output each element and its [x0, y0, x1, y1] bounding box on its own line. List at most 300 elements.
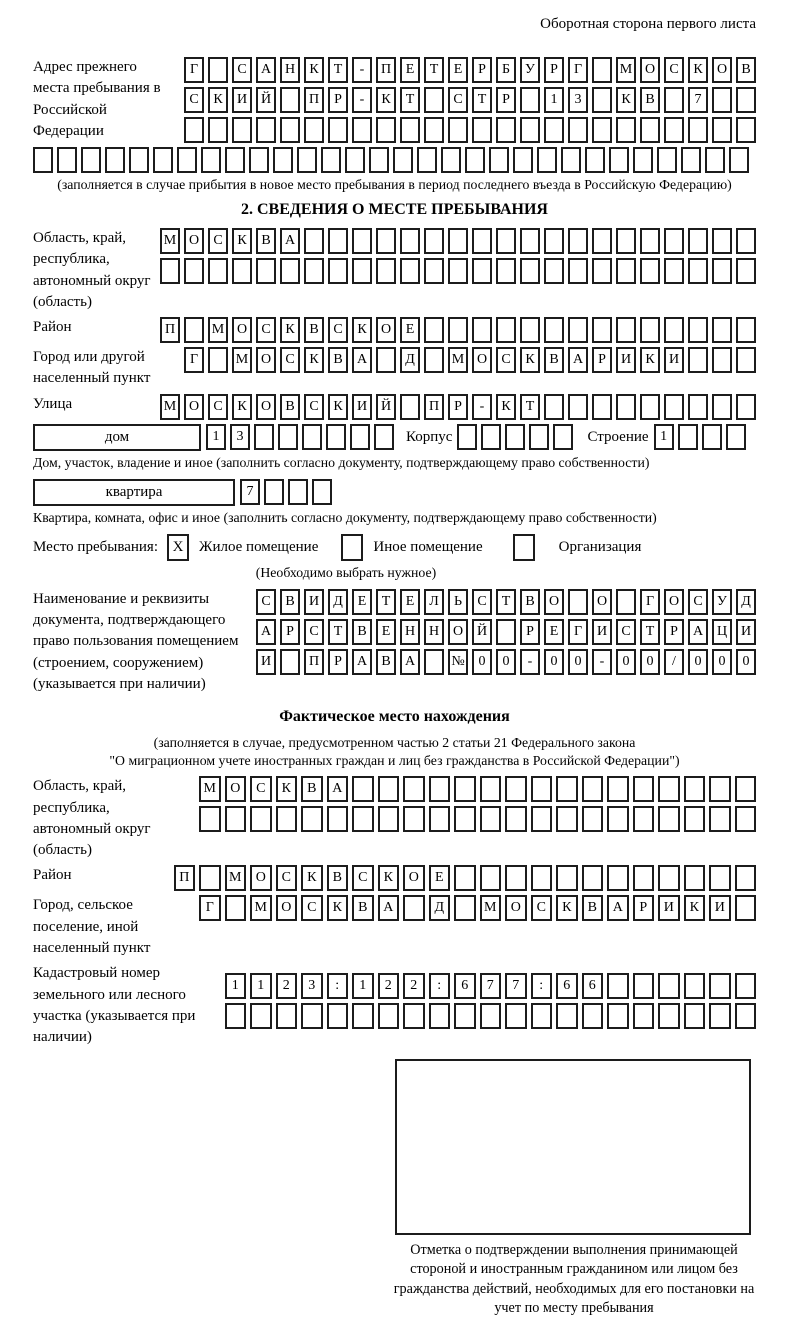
char-cell[interactable]: [505, 424, 525, 450]
char-cell[interactable]: Т: [520, 394, 540, 420]
char-cell[interactable]: А: [688, 619, 708, 645]
char-cell[interactable]: К: [376, 87, 396, 113]
char-cell[interactable]: А: [352, 347, 372, 373]
char-cell[interactable]: [199, 865, 221, 891]
char-cell[interactable]: Ц: [712, 619, 732, 645]
char-cell[interactable]: [480, 776, 502, 802]
char-cell[interactable]: [585, 147, 605, 173]
char-cell[interactable]: Е: [429, 865, 451, 891]
char-cell[interactable]: 3: [230, 424, 250, 450]
char-cell[interactable]: 0: [568, 649, 588, 675]
char-cell[interactable]: [712, 258, 732, 284]
char-cell[interactable]: В: [376, 649, 396, 675]
char-cell[interactable]: 1: [544, 87, 564, 113]
char-cell[interactable]: [496, 117, 516, 143]
char-cell[interactable]: [609, 147, 629, 173]
char-cell[interactable]: [735, 895, 757, 921]
char-cell[interactable]: [232, 258, 252, 284]
char-cell[interactable]: [684, 1003, 706, 1029]
char-cell[interactable]: И: [664, 347, 684, 373]
char-cell[interactable]: [424, 649, 444, 675]
char-cell[interactable]: Е: [400, 589, 420, 615]
char-cell[interactable]: [616, 228, 636, 254]
char-cell[interactable]: 7: [688, 87, 708, 113]
char-cell[interactable]: [393, 147, 413, 173]
char-cell[interactable]: [556, 806, 578, 832]
char-cell[interactable]: [480, 865, 502, 891]
char-cell[interactable]: [568, 394, 588, 420]
char-cell[interactable]: [208, 347, 228, 373]
char-cell[interactable]: [376, 117, 396, 143]
char-cell[interactable]: Р: [280, 619, 300, 645]
cadastral-cells-1[interactable]: [225, 973, 757, 999]
char-cell[interactable]: И: [256, 649, 276, 675]
korpus-cells[interactable]: [457, 424, 573, 450]
char-cell[interactable]: [302, 424, 322, 450]
char-cell[interactable]: [378, 776, 400, 802]
char-cell[interactable]: Т: [496, 589, 516, 615]
char-cell[interactable]: [531, 865, 553, 891]
char-cell[interactable]: Е: [448, 57, 468, 83]
char-cell[interactable]: [328, 258, 348, 284]
char-cell[interactable]: [352, 1003, 374, 1029]
char-cell[interactable]: [105, 147, 125, 173]
char-cell[interactable]: [225, 147, 245, 173]
char-cell[interactable]: [688, 394, 708, 420]
char-cell[interactable]: С: [664, 57, 684, 83]
char-cell[interactable]: Б: [496, 57, 516, 83]
char-cell[interactable]: С: [616, 619, 636, 645]
char-cell[interactable]: [225, 1003, 247, 1029]
cadastral-cells-2[interactable]: [225, 1003, 757, 1029]
char-cell[interactable]: 7: [505, 973, 527, 999]
char-cell[interactable]: [81, 147, 101, 173]
char-cell[interactable]: [465, 147, 485, 173]
char-cell[interactable]: [633, 776, 655, 802]
char-cell[interactable]: Р: [328, 87, 348, 113]
char-cell[interactable]: [709, 806, 731, 832]
char-cell[interactable]: -: [352, 57, 372, 83]
char-cell[interactable]: [568, 228, 588, 254]
char-cell[interactable]: К: [496, 394, 516, 420]
char-cell[interactable]: [129, 147, 149, 173]
char-cell[interactable]: Р: [544, 57, 564, 83]
char-cell[interactable]: [232, 117, 252, 143]
char-cell[interactable]: [582, 806, 604, 832]
char-cell[interactable]: Л: [424, 589, 444, 615]
char-cell[interactable]: И: [616, 347, 636, 373]
char-cell[interactable]: :: [531, 973, 553, 999]
char-cell[interactable]: В: [520, 589, 540, 615]
residential-checkbox[interactable]: [167, 534, 189, 561]
char-cell[interactable]: [544, 258, 564, 284]
char-cell[interactable]: [378, 806, 400, 832]
char-cell[interactable]: [304, 258, 324, 284]
char-cell[interactable]: А: [327, 776, 349, 802]
char-cell[interactable]: В: [352, 895, 374, 921]
char-cell[interactable]: [684, 865, 706, 891]
char-cell[interactable]: [736, 87, 756, 113]
stay-street-cells[interactable]: [160, 394, 756, 420]
char-cell[interactable]: 1: [225, 973, 247, 999]
char-cell[interactable]: [496, 317, 516, 343]
char-cell[interactable]: М: [232, 347, 252, 373]
char-cell[interactable]: [664, 317, 684, 343]
char-cell[interactable]: [454, 865, 476, 891]
char-cell[interactable]: [352, 258, 372, 284]
char-cell[interactable]: 7: [240, 479, 260, 505]
char-cell[interactable]: [684, 973, 706, 999]
char-cell[interactable]: [327, 1003, 349, 1029]
char-cell[interactable]: П: [376, 57, 396, 83]
char-cell[interactable]: [304, 117, 324, 143]
stay-region-cells-1[interactable]: [160, 228, 756, 254]
char-cell[interactable]: [199, 806, 221, 832]
char-cell[interactable]: С: [276, 865, 298, 891]
char-cell[interactable]: [735, 973, 757, 999]
char-cell[interactable]: [273, 147, 293, 173]
char-cell[interactable]: [709, 776, 731, 802]
char-cell[interactable]: [480, 806, 502, 832]
char-cell[interactable]: 0: [640, 649, 660, 675]
stroenie-cells[interactable]: [654, 424, 746, 450]
char-cell[interactable]: 2: [378, 973, 400, 999]
char-cell[interactable]: [664, 228, 684, 254]
char-cell[interactable]: [496, 619, 516, 645]
prev-address-cells-1[interactable]: [184, 57, 756, 83]
char-cell[interactable]: О: [225, 776, 247, 802]
char-cell[interactable]: 0: [712, 649, 732, 675]
char-cell[interactable]: К: [520, 347, 540, 373]
char-cell[interactable]: [709, 865, 731, 891]
char-cell[interactable]: №: [448, 649, 468, 675]
char-cell[interactable]: 0: [616, 649, 636, 675]
actual-city-cells[interactable]: [199, 895, 756, 921]
ownership-doc-cells-1[interactable]: [256, 589, 756, 615]
char-cell[interactable]: С: [250, 776, 272, 802]
char-cell[interactable]: [254, 424, 274, 450]
char-cell[interactable]: Т: [400, 87, 420, 113]
char-cell[interactable]: [633, 973, 655, 999]
char-cell[interactable]: [616, 117, 636, 143]
char-cell[interactable]: [352, 806, 374, 832]
char-cell[interactable]: С: [328, 317, 348, 343]
char-cell[interactable]: Г: [568, 57, 588, 83]
char-cell[interactable]: [633, 865, 655, 891]
char-cell[interactable]: [472, 258, 492, 284]
char-cell[interactable]: О: [448, 619, 468, 645]
char-cell[interactable]: -: [472, 394, 492, 420]
char-cell[interactable]: [616, 317, 636, 343]
char-cell[interactable]: М: [448, 347, 468, 373]
char-cell[interactable]: [153, 147, 173, 173]
char-cell[interactable]: О: [232, 317, 252, 343]
char-cell[interactable]: Г: [184, 347, 204, 373]
char-cell[interactable]: 0: [544, 649, 564, 675]
char-cell[interactable]: Н: [400, 619, 420, 645]
char-cell[interactable]: [481, 424, 501, 450]
char-cell[interactable]: 1: [206, 424, 226, 450]
char-cell[interactable]: [633, 1003, 655, 1029]
char-cell[interactable]: [472, 228, 492, 254]
char-cell[interactable]: Г: [640, 589, 660, 615]
char-cell[interactable]: [505, 865, 527, 891]
char-cell[interactable]: :: [327, 973, 349, 999]
char-cell[interactable]: В: [544, 347, 564, 373]
char-cell[interactable]: О: [184, 228, 204, 254]
char-cell[interactable]: [328, 117, 348, 143]
char-cell[interactable]: С: [301, 895, 323, 921]
char-cell[interactable]: [664, 117, 684, 143]
char-cell[interactable]: Е: [376, 619, 396, 645]
char-cell[interactable]: О: [256, 347, 276, 373]
char-cell[interactable]: В: [582, 895, 604, 921]
char-cell[interactable]: [250, 1003, 272, 1029]
char-cell[interactable]: 2: [276, 973, 298, 999]
char-cell[interactable]: В: [280, 394, 300, 420]
char-cell[interactable]: [454, 806, 476, 832]
char-cell[interactable]: [520, 258, 540, 284]
char-cell[interactable]: [225, 895, 247, 921]
char-cell[interactable]: Т: [376, 589, 396, 615]
char-cell[interactable]: [280, 649, 300, 675]
char-cell[interactable]: [297, 147, 317, 173]
char-cell[interactable]: [568, 117, 588, 143]
char-cell[interactable]: [312, 479, 332, 505]
char-cell[interactable]: О: [664, 589, 684, 615]
char-cell[interactable]: [489, 147, 509, 173]
char-cell[interactable]: П: [304, 87, 324, 113]
char-cell[interactable]: И: [304, 589, 324, 615]
char-cell[interactable]: С: [352, 865, 374, 891]
char-cell[interactable]: [658, 1003, 680, 1029]
char-cell[interactable]: Р: [592, 347, 612, 373]
char-cell[interactable]: К: [352, 317, 372, 343]
char-cell[interactable]: В: [640, 87, 660, 113]
char-cell[interactable]: [544, 228, 564, 254]
char-cell[interactable]: [301, 1003, 323, 1029]
char-cell[interactable]: [616, 394, 636, 420]
char-cell[interactable]: 0: [688, 649, 708, 675]
organization-checkbox[interactable]: [513, 534, 535, 561]
char-cell[interactable]: Р: [328, 649, 348, 675]
char-cell[interactable]: [403, 895, 425, 921]
char-cell[interactable]: 0: [736, 649, 756, 675]
char-cell[interactable]: [616, 258, 636, 284]
char-cell[interactable]: [424, 347, 444, 373]
char-cell[interactable]: [664, 258, 684, 284]
char-cell[interactable]: [301, 806, 323, 832]
char-cell[interactable]: Д: [429, 895, 451, 921]
stay-district-cells[interactable]: [160, 317, 756, 343]
char-cell[interactable]: [448, 117, 468, 143]
char-cell[interactable]: В: [352, 619, 372, 645]
char-cell[interactable]: [505, 776, 527, 802]
char-cell[interactable]: В: [301, 776, 323, 802]
char-cell[interactable]: [429, 806, 451, 832]
char-cell[interactable]: Д: [400, 347, 420, 373]
char-cell[interactable]: [592, 117, 612, 143]
char-cell[interactable]: [369, 147, 389, 173]
char-cell[interactable]: [592, 57, 612, 83]
char-cell[interactable]: [321, 147, 341, 173]
char-cell[interactable]: [201, 147, 221, 173]
char-cell[interactable]: Р: [664, 619, 684, 645]
char-cell[interactable]: К: [280, 317, 300, 343]
char-cell[interactable]: -: [592, 649, 612, 675]
char-cell[interactable]: [684, 806, 706, 832]
char-cell[interactable]: [658, 776, 680, 802]
char-cell[interactable]: А: [607, 895, 629, 921]
char-cell[interactable]: [712, 87, 732, 113]
char-cell[interactable]: О: [256, 394, 276, 420]
char-cell[interactable]: К: [556, 895, 578, 921]
char-cell[interactable]: [688, 117, 708, 143]
char-cell[interactable]: Н: [280, 57, 300, 83]
char-cell[interactable]: [681, 147, 701, 173]
char-cell[interactable]: [544, 117, 564, 143]
char-cell[interactable]: [537, 147, 557, 173]
char-cell[interactable]: [735, 806, 757, 832]
char-cell[interactable]: [208, 258, 228, 284]
char-cell[interactable]: Ь: [448, 589, 468, 615]
char-cell[interactable]: [424, 117, 444, 143]
char-cell[interactable]: [400, 394, 420, 420]
char-cell[interactable]: М: [616, 57, 636, 83]
char-cell[interactable]: [184, 317, 204, 343]
char-cell[interactable]: [352, 776, 374, 802]
char-cell[interactable]: Е: [544, 619, 564, 645]
char-cell[interactable]: О: [472, 347, 492, 373]
char-cell[interactable]: [664, 87, 684, 113]
char-cell[interactable]: [424, 317, 444, 343]
char-cell[interactable]: [688, 228, 708, 254]
char-cell[interactable]: [374, 424, 394, 450]
char-cell[interactable]: К: [301, 865, 323, 891]
char-cell[interactable]: Д: [736, 589, 756, 615]
char-cell[interactable]: [429, 776, 451, 802]
char-cell[interactable]: [592, 228, 612, 254]
char-cell[interactable]: [403, 806, 425, 832]
char-cell[interactable]: И: [592, 619, 612, 645]
char-cell[interactable]: В: [327, 865, 349, 891]
char-cell[interactable]: [712, 394, 732, 420]
char-cell[interactable]: 1: [352, 973, 374, 999]
char-cell[interactable]: [658, 973, 680, 999]
char-cell[interactable]: [712, 317, 732, 343]
char-cell[interactable]: [378, 1003, 400, 1029]
stay-region-cells-2[interactable]: [160, 258, 756, 284]
char-cell[interactable]: [276, 1003, 298, 1029]
char-cell[interactable]: С: [208, 228, 228, 254]
char-cell[interactable]: [225, 806, 247, 832]
char-cell[interactable]: [684, 776, 706, 802]
char-cell[interactable]: К: [688, 57, 708, 83]
char-cell[interactable]: 0: [496, 649, 516, 675]
char-cell[interactable]: [441, 147, 461, 173]
char-cell[interactable]: С: [256, 317, 276, 343]
char-cell[interactable]: 3: [568, 87, 588, 113]
char-cell[interactable]: Р: [633, 895, 655, 921]
char-cell[interactable]: [531, 776, 553, 802]
char-cell[interactable]: П: [304, 649, 324, 675]
char-cell[interactable]: 7: [480, 973, 502, 999]
char-cell[interactable]: К: [208, 87, 228, 113]
ownership-doc-cells-3[interactable]: [256, 649, 756, 675]
char-cell[interactable]: [288, 479, 308, 505]
char-cell[interactable]: А: [568, 347, 588, 373]
char-cell[interactable]: О: [640, 57, 660, 83]
char-cell[interactable]: [688, 258, 708, 284]
char-cell[interactable]: А: [352, 649, 372, 675]
char-cell[interactable]: Р: [448, 394, 468, 420]
stay-city-cells[interactable]: [184, 347, 756, 373]
char-cell[interactable]: [607, 865, 629, 891]
char-cell[interactable]: [736, 317, 756, 343]
char-cell[interactable]: И: [352, 394, 372, 420]
char-cell[interactable]: [327, 806, 349, 832]
char-cell[interactable]: [657, 147, 677, 173]
char-cell[interactable]: [556, 1003, 578, 1029]
char-cell[interactable]: [403, 1003, 425, 1029]
char-cell[interactable]: [582, 865, 604, 891]
char-cell[interactable]: К: [616, 87, 636, 113]
char-cell[interactable]: [529, 424, 549, 450]
char-cell[interactable]: О: [276, 895, 298, 921]
char-cell[interactable]: [735, 1003, 757, 1029]
char-cell[interactable]: К: [640, 347, 660, 373]
char-cell[interactable]: [520, 317, 540, 343]
char-cell[interactable]: М: [250, 895, 272, 921]
char-cell[interactable]: В: [280, 589, 300, 615]
char-cell[interactable]: С: [448, 87, 468, 113]
char-cell[interactable]: [376, 258, 396, 284]
char-cell[interactable]: X: [167, 534, 189, 561]
char-cell[interactable]: 2: [403, 973, 425, 999]
char-cell[interactable]: В: [328, 347, 348, 373]
char-cell[interactable]: Й: [376, 394, 396, 420]
char-cell[interactable]: О: [403, 865, 425, 891]
char-cell[interactable]: М: [199, 776, 221, 802]
char-cell[interactable]: Н: [424, 619, 444, 645]
char-cell[interactable]: А: [256, 619, 276, 645]
prev-address-cells-3[interactable]: [184, 117, 756, 143]
char-cell[interactable]: [513, 534, 535, 561]
char-cell[interactable]: К: [232, 394, 252, 420]
char-cell[interactable]: Е: [352, 589, 372, 615]
char-cell[interactable]: Р: [520, 619, 540, 645]
char-cell[interactable]: /: [664, 649, 684, 675]
char-cell[interactable]: Г: [184, 57, 204, 83]
char-cell[interactable]: [736, 117, 756, 143]
char-cell[interactable]: И: [736, 619, 756, 645]
char-cell[interactable]: П: [174, 865, 196, 891]
char-cell[interactable]: 1: [654, 424, 674, 450]
char-cell[interactable]: [729, 147, 749, 173]
char-cell[interactable]: [709, 1003, 731, 1029]
char-cell[interactable]: М: [480, 895, 502, 921]
char-cell[interactable]: [582, 776, 604, 802]
char-cell[interactable]: [304, 228, 324, 254]
char-cell[interactable]: [592, 258, 612, 284]
char-cell[interactable]: [678, 424, 698, 450]
char-cell[interactable]: О: [544, 589, 564, 615]
char-cell[interactable]: [448, 317, 468, 343]
char-cell[interactable]: [712, 228, 732, 254]
char-cell[interactable]: [640, 258, 660, 284]
char-cell[interactable]: К: [232, 228, 252, 254]
char-cell[interactable]: [472, 117, 492, 143]
